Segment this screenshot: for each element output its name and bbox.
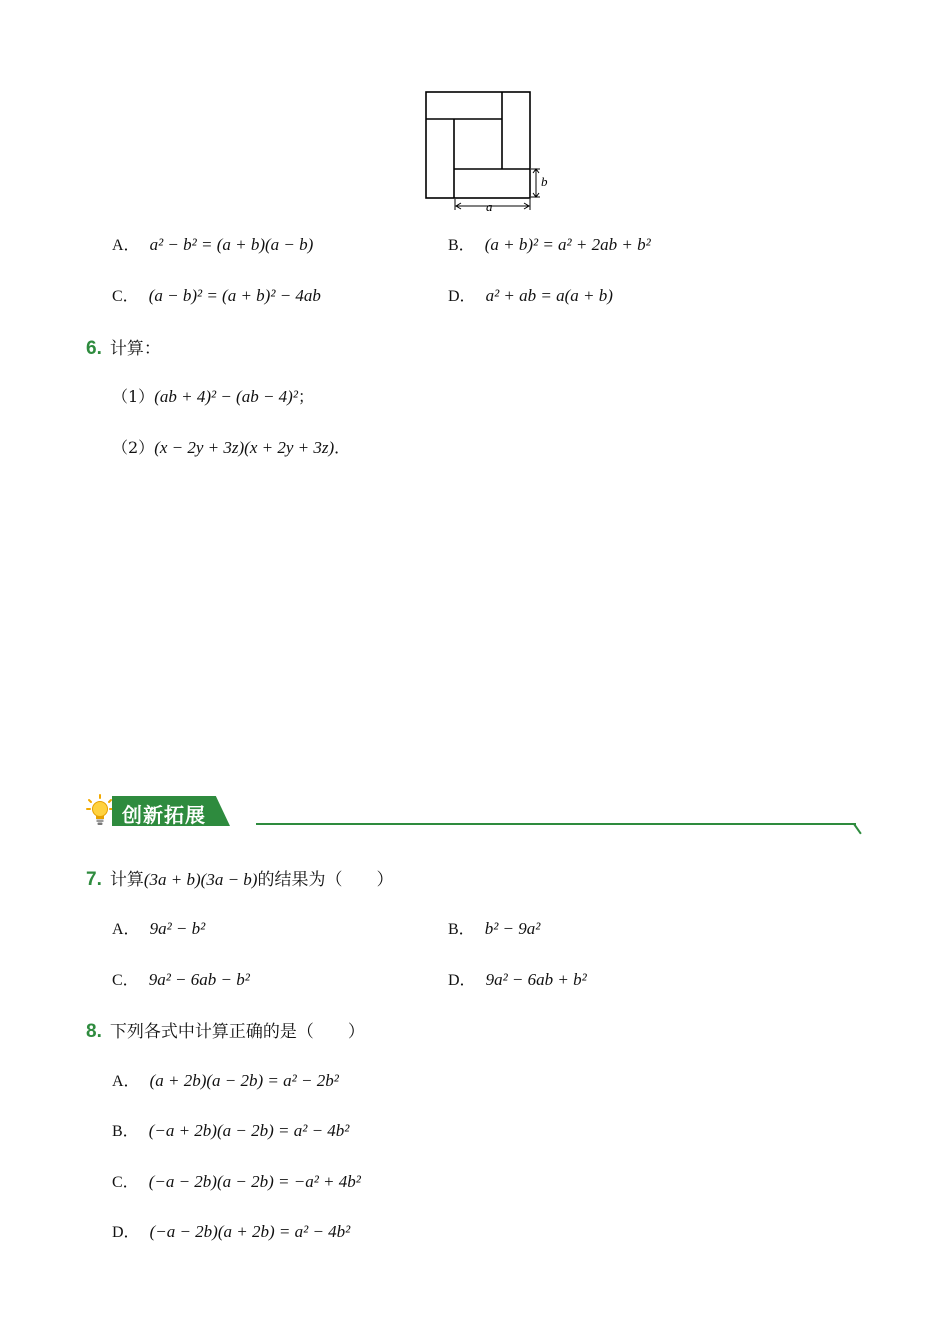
q7-option-b-label: B． [448, 921, 475, 938]
q7-option-d-label: D． [448, 972, 476, 989]
section-title: 创新拓展 [122, 803, 206, 827]
q6-part-2 [112, 435, 350, 458]
square-rectangles-figure [420, 88, 560, 218]
q8-option-c-expr: (−a − 2b)(a − 2b) = −a² + 4b² [148, 1172, 361, 1191]
q5-option-c[interactable] [112, 283, 321, 306]
figure-label-b: b [541, 174, 548, 189]
q6-part-1 [112, 384, 314, 407]
q7-option-a-label: A． [112, 921, 140, 938]
question-7 [86, 865, 393, 891]
figure-label-a: a [486, 199, 493, 214]
q7-text-after: 的结果为（ ） [257, 870, 394, 890]
q6-part-2-label: （2） [112, 438, 155, 457]
q8-option-a-expr: (a + 2b)(a − 2b) = a² − 2b² [149, 1071, 339, 1090]
q7-option-c-expr: 9a² − 6ab − b² [148, 970, 250, 989]
q8-option-b-label: B． [112, 1123, 139, 1140]
q8-option-a-label: A． [112, 1073, 140, 1090]
q6-part-2-expr: (x − 2y + 3z)(x + 2y + 3z) [154, 438, 335, 457]
question-8 [86, 1017, 365, 1043]
q5-option-d[interactable] [448, 283, 613, 306]
q7-option-b[interactable] [448, 916, 540, 939]
q6-part-1-end: ； [297, 387, 314, 406]
q7-number: 7. [86, 869, 102, 890]
q5-option-a[interactable] [112, 232, 313, 255]
q7-text-before: 计算 [109, 870, 144, 890]
q8-number: 8. [86, 1021, 102, 1042]
lightbulb-icon [86, 794, 114, 828]
q7-option-c[interactable] [112, 967, 250, 990]
q5-option-b-expr: (a + b)² = a² + 2ab + b² [484, 235, 651, 254]
q6-text: 计算： [109, 339, 161, 359]
q8-option-b-expr: (−a + 2b)(a − 2b) = a² − 4b² [148, 1121, 350, 1140]
q7-option-d-expr: 9a² − 6ab + b² [485, 970, 587, 989]
section-divider-tick [853, 823, 862, 834]
q8-option-c-label: C． [112, 1174, 139, 1191]
outer-square [426, 92, 530, 198]
q7-option-b-expr: b² − 9a² [484, 919, 541, 938]
q7-option-a[interactable] [112, 916, 205, 939]
q7-option-c-label: C． [112, 972, 139, 989]
q6-part-1-label: （1） [112, 387, 155, 406]
q5-option-b-label: B． [448, 237, 475, 254]
question-6 [86, 334, 161, 360]
q5-option-c-expr: (a − b)² = (a + b)² − 4ab [148, 286, 321, 305]
q8-option-b[interactable] [112, 1118, 349, 1141]
q7-option-a-expr: 9a² − b² [149, 919, 206, 938]
q5-option-d-expr: a² + ab = a(a + b) [485, 286, 613, 305]
q5-option-b[interactable] [448, 232, 651, 255]
q7-option-d[interactable] [448, 967, 587, 990]
q6-number: 6. [86, 338, 102, 359]
q7-expr: (3a + b)(3a − b) [143, 870, 258, 889]
q5-option-d-label: D． [448, 288, 476, 305]
q8-option-d-label: D． [112, 1224, 140, 1241]
q8-option-a[interactable] [112, 1068, 339, 1091]
q6-part-1-expr: (ab + 4)² − (ab − 4)² [154, 387, 298, 406]
q5-option-a-label: A． [112, 237, 140, 254]
q5-option-c-label: C． [112, 288, 139, 305]
q5-option-a-expr: a² − b² = (a + b)(a − b) [149, 235, 314, 254]
q6-part-2-end: ． [334, 438, 351, 457]
section-divider-line [256, 823, 856, 825]
q8-option-d[interactable] [112, 1219, 350, 1242]
q8-text: 下列各式中计算正确的是（ ） [109, 1022, 365, 1042]
q8-option-c[interactable] [112, 1169, 361, 1192]
q8-option-d-expr: (−a − 2b)(a + 2b) = a² − 4b² [149, 1222, 351, 1241]
